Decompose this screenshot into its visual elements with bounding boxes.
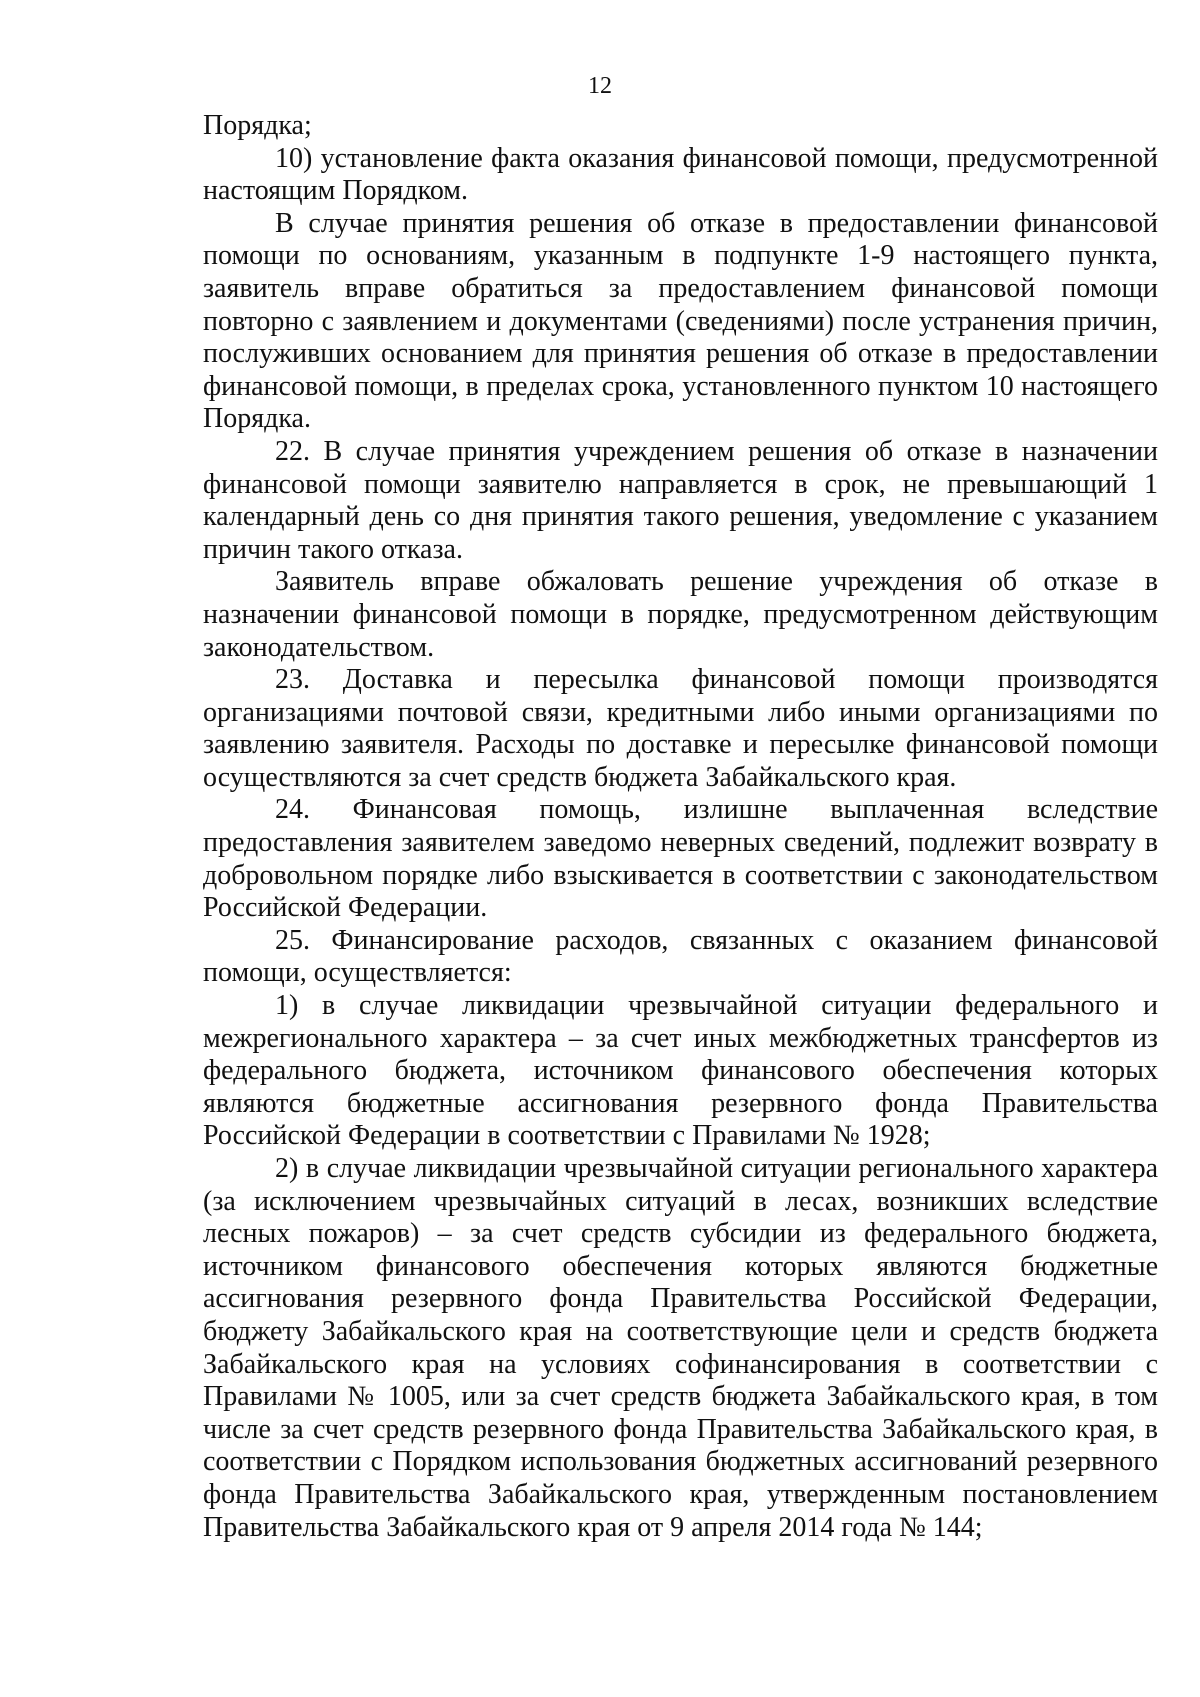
page-number: 12 <box>588 73 612 99</box>
paragraph: 2) в случае ликвидации чрезвычайной ситуации регионального характера (за исключением чрезвычайных ситуаций в лесах, возникших вследствие лесных пожаров) – за счет средств субсидии из федерального бюджета, источником финансового обеспечения которых являются бюджетные ассигнования резервного фонда Правительства Российской Федерации, бюджету Забайкальского края на соответствующие цели и средств бюджета Забайкальского края на условиях софинансирования в соответствии с Правилами № 1005, или за счет средств бюджета Забайкальского края, в том числе за счет средств резервного фонда Правительства Забайкальского края, в соответствии с Порядком использования бюджетных ассигнований резервного фонда Правительства Забайкальского края, утвержденным постановлением Правительства Забайкальского края от 9 апреля 2014 года № 144; <box>203 1153 1158 1543</box>
paragraph: 10) установление факта оказания финансовой помощи, предусмотренной настоящим Порядком. <box>203 142 1158 207</box>
paragraph: 22. В случае принятия учреждением решения об отказе в назначении финансовой помощи заявителю направляется в срок, не превышающий 1 календарный день со дня принятия такого решения, уведомление с указанием причин такого отказа. <box>203 435 1158 565</box>
paragraph: 25. Финансирование расходов, связанных с оказанием финансовой помощи, осуществляется: <box>203 924 1158 989</box>
paragraph: 1) в случае ликвидации чрезвычайной ситуации федерального и межрегионального характера – за счет иных межбюджетных трансфертов из федерального бюджета, источником финансового обеспечения которых являются бюджетные ассигнования резервного фонда Правительства Российской Федерации в соответствии с Правилами № 1928; <box>203 990 1158 1152</box>
paragraph: Порядка; <box>203 110 312 141</box>
paragraph: 24. Финансовая помощь, излишне выплаченная вследствие предоставления заявителем заведомо неверных сведений, подлежит возврату в добровольном порядке либо взыскивается в соответствии с законодательством Российской Федерации. <box>203 794 1158 924</box>
paragraph: Заявитель вправе обжаловать решение учреждения об отказе в назначении финансовой помощи в порядке, предусмотренном действующим законодательством. <box>203 566 1158 663</box>
document-body <box>203 110 1158 1544</box>
paragraph: 23. Доставка и пересылка финансовой помощи производятся организациями почтовой связи, кредитными либо иными организациями по заявлению заявителя. Расходы по доставке и пересылке финансовой помощи осуществляются за счет средств бюджета Забайкальского края. <box>203 664 1158 793</box>
paragraph: В случае принятия решения об отказе в предоставлении финансовой помощи по основаниям, указанным в подпункте 1-9 настоящего пункта, заявитель вправе обратиться за предоставлением финансовой помощи повторно с заявлением и документами (сведениями) после устранения причин, послуживших основанием для принятия решения об отказе в предоставлении финансовой помощи, в пределах срока, установленного пунктом 10 настоящего Порядка. <box>203 207 1158 435</box>
